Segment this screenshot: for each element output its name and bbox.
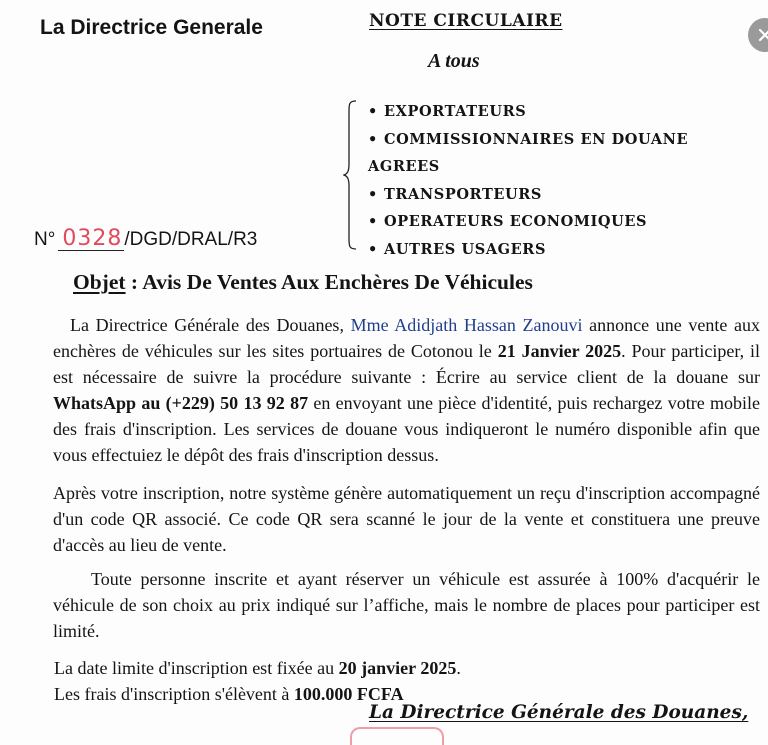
recipient-label: OPERATEURS ECONOMIQUES bbox=[384, 213, 648, 230]
deadline-label: La date limite d'inscription est fixée au bbox=[54, 658, 339, 678]
document-type-title: NOTE CIRCULAIRE bbox=[369, 11, 563, 31]
closing-details bbox=[54, 655, 461, 707]
subject-line bbox=[73, 270, 533, 295]
reference-number bbox=[34, 228, 257, 251]
stamp-mark bbox=[350, 727, 444, 745]
recipient-label: TRANSPORTEURS bbox=[384, 185, 542, 203]
paragraph-guarantee: Toute personne inscrite et ayant réserver un véhicule est assurée à 100% d'acquérir le véhicule de son choix au prix indiqué sur l’affiche, mais le nombre de places pour participer est limité. bbox=[53, 569, 760, 641]
p1-text: . Pour participer, il est nécessaire de suivre la procédure suivante : Écrire au service client de la douane sur bbox=[53, 341, 761, 387]
signature-line: La Directrice Générale des Douanes, bbox=[369, 702, 749, 723]
recipient-item: • AUTRES USAGERS bbox=[368, 240, 547, 258]
whatsapp-contact: WhatsApp au (+229) 50 13 92 87 bbox=[53, 393, 309, 413]
deadline-line bbox=[54, 655, 461, 681]
recipient-item-continued bbox=[368, 153, 688, 181]
addressed-to: A tous bbox=[428, 50, 480, 72]
recipient-label: AUTRES USAGERS bbox=[384, 240, 547, 258]
reference-prefix: N° bbox=[34, 229, 56, 250]
recipients-list bbox=[368, 98, 688, 263]
deadline-end: . bbox=[456, 658, 461, 678]
recipient-item: • EXPORTATEURS bbox=[368, 103, 527, 120]
fee-label: Les frais d'inscription s'élèvent à bbox=[54, 684, 294, 704]
p1-text: annonce une vente aux enchères de véhicules sur les sites portuaires de Cotonou le bbox=[53, 315, 761, 361]
p1-text: en envoyant une pièce d'identité, puis rechargez votre mobile des frais d'inscription. Les services de douane vous indiqueront le numéro disponible afin que vous effectuiez le dépôt des frais d'inscription dessus. bbox=[53, 393, 760, 465]
sale-date: 21 Janvier 2025 bbox=[497, 341, 622, 361]
sender-heading: La Directrice Generale bbox=[40, 16, 263, 39]
recipient-item: • COMMISSIONNAIRES EN DOUANE bbox=[368, 130, 689, 148]
p1-text: La Directrice Générale des Douanes, bbox=[70, 315, 351, 335]
subject-text: : Avis De Ventes Aux Enchères De Véhicules bbox=[125, 270, 533, 294]
fee-amount: 100.000 FCFA bbox=[293, 684, 404, 704]
recipient-label: COMMISSIONNAIRES EN DOUANE bbox=[384, 130, 689, 148]
director-name: Mme Adidjath Hassan Zanouvi bbox=[350, 315, 583, 335]
handwritten-number: 0328 bbox=[58, 228, 124, 251]
paragraph-announcement bbox=[53, 312, 760, 468]
recipients-brace bbox=[343, 100, 357, 250]
paragraph-registration: Après votre inscription, notre système génère automatiquement un reçu d'inscription accompagné d'un code QR associé. Ce code QR sera scanné le jour de la vente et constituera une preuve d'accès au lieu de vente. bbox=[53, 483, 760, 555]
subject-label: Objet bbox=[73, 270, 126, 294]
close-icon bbox=[758, 28, 768, 42]
recipient-label: EXPORTATEURS bbox=[384, 103, 527, 120]
recipient-label: AGREES bbox=[368, 158, 440, 175]
reference-suffix: /DGD/DRAL/R3 bbox=[124, 229, 258, 250]
close-button[interactable] bbox=[748, 18, 768, 52]
deadline-date: 20 janvier 2025 bbox=[338, 658, 457, 678]
recipient-item: • OPERATEURS ECONOMIQUES bbox=[368, 213, 648, 230]
recipient-item: • TRANSPORTEURS bbox=[368, 185, 542, 203]
